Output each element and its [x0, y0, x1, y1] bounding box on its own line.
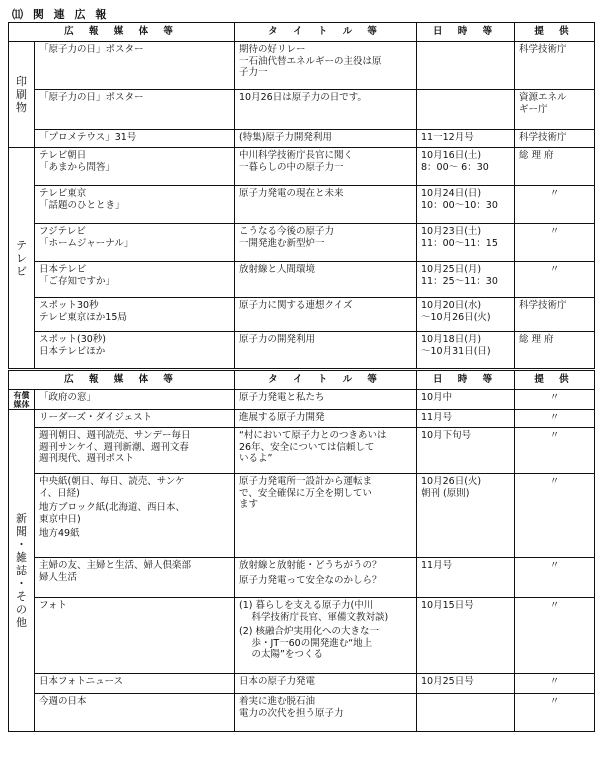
category-char: 有償	[13, 390, 30, 400]
category-char: 聞	[16, 525, 27, 538]
category-char: 雑	[16, 551, 27, 564]
title-cell	[235, 186, 417, 224]
title-cell-line: 電力の次代を担う原子力	[239, 707, 344, 719]
title-cell-line: 中川科学技術庁長官に聞く	[239, 150, 354, 161]
datetime-cell	[417, 558, 515, 598]
table-row	[9, 224, 595, 262]
category-paid	[9, 390, 35, 410]
category-char: テ	[16, 238, 27, 252]
datetime-cell	[417, 390, 515, 410]
category-char: 新	[16, 512, 27, 525]
table-header	[9, 23, 595, 42]
provider-cell	[515, 332, 595, 370]
datetime-cell	[417, 224, 515, 262]
provider-cell-line: 〃	[549, 600, 560, 611]
datetime-cell-line: 朝刊 (原則)	[421, 487, 470, 499]
media-cell-line: 日本テレビ	[39, 264, 87, 275]
datetime-cell-line: 8：00～ 6：30	[421, 161, 489, 173]
provider-cell-line: 科学技術庁	[519, 44, 567, 55]
media-cell-line: 「あまから問答」	[39, 161, 116, 173]
datetime-cell-line: 11一12月号	[421, 132, 474, 143]
media-cell	[35, 694, 235, 732]
media-cell	[35, 390, 235, 410]
provider-cell	[515, 262, 595, 298]
provider-cell	[515, 224, 595, 262]
media-cell-line: フジテレビ	[39, 226, 86, 237]
datetime-cell	[417, 148, 515, 186]
media-cell-line: 「プロメテウス」31号	[39, 132, 137, 143]
media-cell-line: 「原子力の日」ポスター	[39, 92, 144, 103]
title-cell	[235, 390, 417, 410]
provider-cell-line: 資源エネル	[519, 92, 567, 103]
title-cell-line: 一石油代替エネルギーの主役は原	[239, 55, 382, 67]
title-cell-line: “村において原子力とのつきあいは	[239, 430, 387, 441]
title-cell	[235, 298, 417, 332]
datetime-cell	[417, 130, 515, 148]
title-cell-line: 進展する原子力開発	[239, 412, 325, 423]
category-char: ・	[16, 538, 27, 551]
media-cell-line: スポット30秒	[39, 300, 99, 311]
provider-cell-line: 〃	[549, 696, 560, 707]
datetime-cell	[417, 90, 515, 130]
title-cell-line: 原子力発電の現在と未来	[239, 188, 344, 199]
title-cell-line: 子力一	[239, 67, 268, 78]
datetime-cell	[417, 332, 515, 370]
datetime-cell-line: 10：00～10：30	[421, 199, 498, 211]
table-row	[9, 390, 595, 410]
title-cell-line: 着実に進む脱石油	[239, 696, 316, 707]
title-cell-line: 科学技術庁長官、軍備文教対談)	[239, 611, 389, 623]
datetime-cell-line: 11：00～11：15	[421, 237, 498, 249]
header-title: タ イ ト ル 等	[235, 370, 417, 390]
table-row	[9, 474, 595, 558]
category-char: ビ	[16, 264, 27, 278]
table-row	[9, 90, 595, 130]
provider-cell-line: 〃	[549, 412, 560, 423]
title-cell-line: こうなる今後の原子力	[239, 226, 335, 237]
provider-cell-line: 〃	[549, 264, 560, 275]
media-cell-line: 地方ブロック紙(北海道、西日本、	[39, 502, 186, 513]
title-cell-line: で、安全確保に万全を期してい	[239, 487, 372, 499]
media-cell	[35, 598, 235, 674]
table-row	[9, 262, 595, 298]
datetime-cell-line: ～10月26日(火)	[421, 311, 491, 323]
table-header-2	[9, 370, 595, 390]
title-cell	[235, 428, 417, 474]
table-row	[9, 558, 595, 598]
title-cell-line: 一暮らしの中の原子力一	[239, 161, 344, 173]
datetime-cell-line: 10月16日(土)	[421, 150, 482, 161]
title-cell	[235, 148, 417, 186]
provider-cell	[515, 428, 595, 474]
media-cell	[35, 674, 235, 694]
datetime-cell	[417, 262, 515, 298]
title-cell-line: 原子力に関する連想クイズ	[239, 300, 353, 311]
header-provider: 提 供	[515, 370, 595, 390]
provider-cell	[515, 186, 595, 224]
media-cell-line: 今週の日本	[39, 696, 87, 707]
media-cell-line: フォト	[39, 600, 68, 611]
table-row	[9, 148, 595, 186]
provider-cell-line: 〃	[549, 188, 560, 199]
media-cell	[35, 332, 235, 370]
provider-cell-line: ギー庁	[519, 103, 548, 115]
title-cell-line: 期待の好リレー	[239, 44, 306, 55]
table-row	[9, 410, 595, 428]
datetime-cell-line: 10月18日(月)	[421, 334, 482, 345]
title-cell	[235, 90, 417, 130]
table-row	[9, 186, 595, 224]
media-cell-line: 東京中日)	[39, 513, 81, 525]
category-char: 他	[16, 616, 27, 629]
category-char: 誌	[16, 564, 27, 577]
datetime-cell-line: 10月24日(日)	[421, 188, 482, 199]
category-char: ・	[16, 577, 27, 590]
media-cell	[35, 298, 235, 332]
media-cell-line: 日本フォトニュース	[39, 676, 124, 687]
title-cell-line: (1) 暮らしを支える原子力(中川	[239, 600, 374, 611]
media-cell	[35, 428, 235, 474]
datetime-cell-line: 10月20日(水)	[421, 300, 482, 311]
table-row	[9, 428, 595, 474]
header-media: 広 報 媒 体 等	[9, 370, 235, 390]
media-cell	[35, 224, 235, 262]
category-print	[9, 42, 35, 148]
datetime-cell	[417, 474, 515, 558]
provider-cell-line: 〃	[549, 226, 560, 237]
provider-cell-line: 〃	[549, 430, 560, 441]
media-cell-line: 「政府の窓」	[39, 392, 97, 403]
datetime-cell	[417, 298, 515, 332]
provider-cell	[515, 558, 595, 598]
datetime-cell-line: 10月25日号	[421, 676, 474, 687]
media-cell	[35, 42, 235, 90]
media-cell	[35, 90, 235, 130]
provider-cell-line: 総 理 府	[519, 334, 554, 345]
provider-cell	[515, 42, 595, 90]
media-cell	[35, 474, 235, 558]
title-cell	[235, 224, 417, 262]
provider-cell-line: 科学技術庁	[519, 300, 567, 311]
media-cell-line: 日本テレビほか	[39, 345, 106, 357]
title-cell-line: 日本の原子力発電	[239, 676, 316, 687]
title-cell-line: 放射線と放射能・どうちがうの？	[239, 560, 382, 571]
category-char: の	[16, 603, 27, 616]
media-cell	[35, 130, 235, 148]
media-cell-line: 「話題のひととき」	[39, 199, 125, 211]
media-cell	[35, 558, 235, 598]
datetime-cell	[417, 694, 515, 732]
title-cell-line: いるよ”	[239, 453, 273, 464]
title-cell-line: 10月26日は原子力の日です。	[239, 92, 367, 103]
datetime-cell-line: 11月号	[421, 412, 453, 423]
title-cell	[235, 42, 417, 90]
datetime-cell-line: 10月15日号	[421, 600, 474, 611]
category-char: 物	[16, 101, 27, 114]
title-cell	[235, 474, 417, 558]
category-char: 印	[16, 75, 27, 88]
media-cell-line: リーダーズ・ダイジェスト	[39, 412, 153, 423]
media-cell-line: 「ご存知ですか」	[39, 275, 116, 287]
datetime-cell-line: 11月号	[421, 560, 453, 571]
provider-cell-line: 総 理 府	[519, 150, 554, 161]
datetime-cell-line: 11：25～11：30	[421, 275, 498, 287]
media-cell	[35, 148, 235, 186]
datetime-cell	[417, 186, 515, 224]
title-cell-line: ます	[239, 499, 259, 510]
provider-cell-line: 〃	[549, 676, 560, 687]
title-cell	[235, 262, 417, 298]
provider-cell	[515, 390, 595, 410]
datetime-cell-line: 10月下旬号	[421, 430, 472, 441]
title-cell	[235, 694, 417, 732]
provider-cell	[515, 90, 595, 130]
datetime-cell	[417, 42, 515, 90]
media-cell-line: 週刊朝日、週刊読売、サンデー毎日	[39, 430, 191, 441]
media-cell	[35, 410, 235, 428]
title-cell	[235, 410, 417, 428]
media-cell-line: イ、日経)	[39, 487, 80, 499]
header-provider: 提 供	[515, 23, 595, 42]
category-char: そ	[16, 590, 27, 603]
media-cell-line: テレビ朝日	[39, 150, 87, 161]
title-cell	[235, 598, 417, 674]
table-row	[9, 598, 595, 674]
datetime-cell-line: 10月23日(土)	[421, 226, 482, 237]
media-cell-line: 主婦の友、主婦と生活、婦人倶楽部	[39, 560, 192, 571]
title-cell-line: (2) 核融合炉実用化への大きな一	[239, 626, 379, 637]
title-cell	[235, 332, 417, 370]
media-cell-line: テレビ東京	[39, 188, 87, 199]
provider-cell-line: 〃	[549, 392, 560, 403]
category-news	[9, 410, 35, 732]
datetime-cell-line: 10月25日(月)	[421, 264, 482, 275]
provider-cell-line: 〃	[549, 560, 560, 571]
title-cell-line: 放射線と人間環境	[239, 264, 316, 275]
table-row	[9, 130, 595, 148]
datetime-cell	[417, 674, 515, 694]
header-title: タ イ ト ル 等	[235, 23, 417, 42]
header-datetime: 日 時 等	[417, 370, 515, 390]
title-cell-line: 原子力発電と私たち	[239, 392, 325, 403]
category-char: 刷	[16, 88, 27, 101]
category-char: 媒体	[13, 399, 30, 409]
datetime-cell	[417, 598, 515, 674]
provider-cell	[515, 694, 595, 732]
media-cell-line: 週刊現代、週刊ポスト	[39, 453, 135, 464]
title-cell	[235, 558, 417, 598]
media-cell-line: 週刊サンケイ、週刊新潮、週刊文春	[39, 441, 189, 453]
provider-cell	[515, 474, 595, 558]
provider-cell	[515, 148, 595, 186]
datetime-cell	[417, 428, 515, 474]
provider-cell	[515, 298, 595, 332]
title-cell-line: 26年、安全については信頼して	[239, 441, 375, 453]
table-row	[9, 298, 595, 332]
category-tv	[9, 148, 35, 370]
media-cell-line: テレビ東京ほか15局	[39, 311, 127, 323]
media-cell-line: 婦人生活	[39, 571, 78, 583]
table-row	[9, 674, 595, 694]
table-row	[9, 694, 595, 732]
title-cell	[235, 674, 417, 694]
media-cell	[35, 186, 235, 224]
datetime-cell-line: 10月中	[421, 392, 453, 403]
header-media: 広 報 媒 体 等	[9, 23, 235, 42]
media-cell-line: 「ホームジャーナル」	[39, 237, 134, 249]
table-row	[9, 332, 595, 370]
datetime-cell-line: ～10月31日(日)	[421, 345, 491, 357]
provider-cell	[515, 410, 595, 428]
datetime-cell-line: 10月26日(火)	[421, 476, 482, 487]
table-row	[9, 42, 595, 90]
header-datetime: 日 時 等	[417, 23, 515, 42]
provider-cell-line: 〃	[549, 476, 560, 487]
title-cell-line: 原子力発電って安全なのかしら？	[239, 574, 382, 586]
datetime-cell	[417, 410, 515, 428]
media-cell-line: 「原子力の日」ポスター	[39, 44, 144, 55]
provider-cell	[515, 598, 595, 674]
category-char: レ	[16, 251, 27, 265]
media-cell-line: 中央紙(朝日、毎日、読売、サンケ	[39, 476, 185, 487]
title-cell-line: 原子力発電所一設計から運転ま	[239, 476, 373, 487]
title-cell-line: 歩・JT一60の開発進む“地上	[239, 637, 373, 649]
title-cell-line: 一開発進む新型炉一	[239, 237, 325, 249]
provider-cell	[515, 130, 595, 148]
provider-cell-line: 科学技術庁	[519, 132, 567, 143]
media-cell-line: 地方49紙	[39, 528, 80, 539]
publicity-table	[8, 22, 595, 732]
media-cell	[35, 262, 235, 298]
title-cell-line: の太陽”をつくる	[239, 649, 323, 660]
provider-cell	[515, 674, 595, 694]
title-cell	[235, 130, 417, 148]
title-cell-line: (特集)原子力開発利用	[239, 132, 332, 143]
section-title: ⑾ 関 連 広 報	[12, 8, 110, 21]
media-cell-line: スポット(30秒)	[39, 334, 107, 345]
title-cell-line: 原子力の開発利用	[239, 334, 316, 345]
